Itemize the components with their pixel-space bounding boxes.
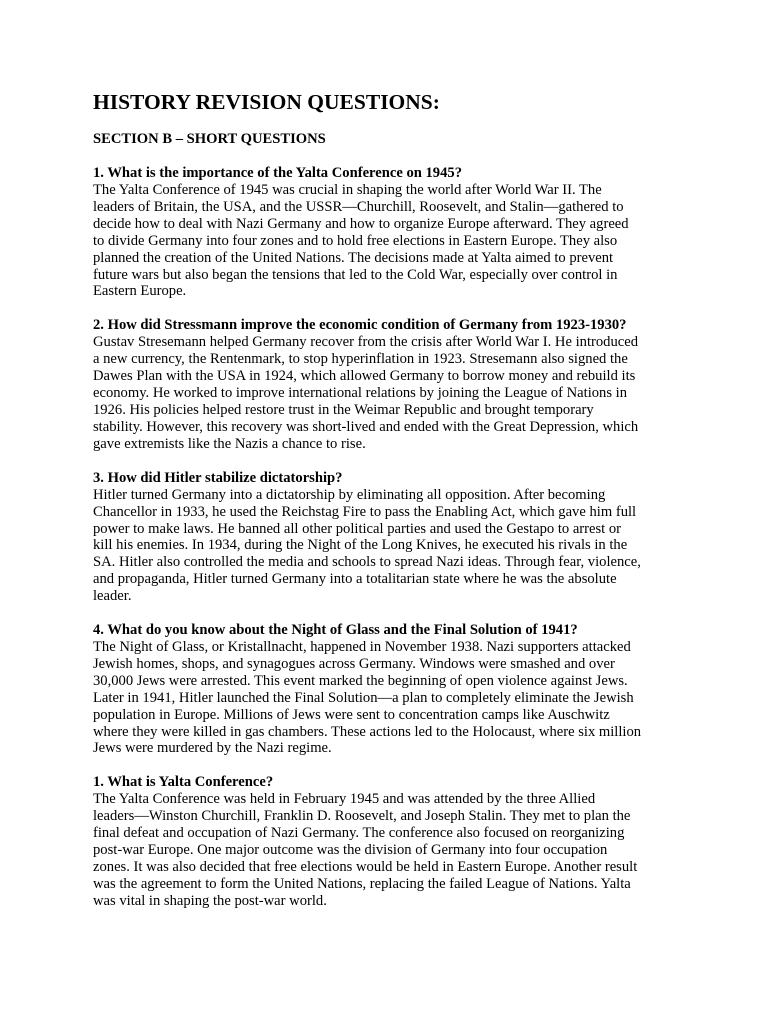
- answer-line: where they were killed in gas chambers. These actions led to the Holocaust, where six million: [93, 723, 642, 740]
- question-block: [93, 774, 693, 909]
- answer-line: The Yalta Conference of 1945 was crucial in shaping the world after World War II. The: [93, 182, 602, 198]
- answer-line: decide how to deal with Nazi Germany and how to organize Europe afterward. They agreed: [93, 215, 629, 232]
- answer-line: The Night of Glass, or Kristallnacht, happened in November 1938. Nazi supporters attacked: [93, 639, 631, 656]
- answer-line: leader.: [93, 588, 132, 605]
- document-page: [93, 88, 693, 910]
- answer-paragraph: [93, 182, 693, 300]
- answer-line: leaders of Britain, the USA, and the USSR—Churchill, Roosevelt, and Stalin—gathered to: [93, 198, 624, 215]
- answer-line: Eastern Europe.: [93, 283, 187, 300]
- answer-line: kill his enemies. In 1934, during the Night of the Long Knives, he executed his rivals in the: [93, 537, 628, 554]
- question-heading: 1. What is the importance of the Yalta Conference on 1945?: [93, 165, 462, 181]
- answer-line: future wars but also began the tensions that led to the Cold War, especially over control in: [93, 266, 618, 283]
- answer-line: planned the creation of the United Nations. The decisions made at Yalta aimed to prevent: [93, 249, 614, 266]
- document-title: HISTORY REVISION QUESTIONS:: [93, 90, 440, 114]
- answer-line: power to make laws. He banned all other political parties and used the Gestapo to arrest or: [93, 520, 622, 537]
- answer-line: Chancellor in 1933, he used the Reichstag Fire to pass the Enabling Act, which gave him full: [93, 503, 637, 520]
- answer-line: post-war Europe. One major outcome was the division of Germany into four occupation: [93, 842, 608, 859]
- answer-line: Gustav Stresemann helped Germany recover from the crisis after World War I. He introduced: [93, 334, 638, 351]
- answer-line: Dawes Plan with the USA in 1924, which allowed Germany to borrow money and rebuild its: [93, 368, 636, 385]
- question-block: [93, 317, 693, 452]
- answer-line: a new currency, the Rentenmark, to stop hyperinflation in 1923. Stresemann also signed the: [93, 351, 628, 368]
- question-heading: 2. How did Stressmann improve the economic condition of Germany from 1923-1930?: [93, 317, 627, 334]
- question-block: [93, 470, 693, 605]
- answer-line: 1926. His policies helped restore trust in the Weimar Republic and brought temporary: [93, 401, 594, 418]
- question-block: [93, 165, 693, 300]
- answer-line: final defeat and occupation of Nazi Germany. The conference also focused on reorganizing: [93, 825, 625, 842]
- answer-line: was the agreement to form the United Nations, replacing the failed League of Nations. Yalta: [93, 875, 631, 892]
- answer-paragraph: [93, 639, 693, 757]
- answer-line: The Yalta Conference was held in February 1945 and was attended by the three Allied: [93, 791, 596, 808]
- answer-line: 30,000 Jews were arrested. This event marked the beginning of open violence against Jews.: [93, 672, 628, 689]
- question-heading: 1. What is Yalta Conference?: [93, 774, 274, 791]
- answer-line: and propaganda, Hitler turned Germany into a totalitarian state where he was the absolute: [93, 571, 617, 588]
- answer-line: Jews were murdered by the Nazi regime.: [93, 740, 332, 757]
- answer-line: was vital in shaping the post-war world.: [93, 892, 327, 909]
- answer-paragraph: [93, 487, 693, 605]
- answer-paragraph: [93, 334, 693, 452]
- answer-line: to divide Germany into four zones and to hold free elections in Eastern Europe. They also: [93, 232, 618, 249]
- answer-line: Jewish homes, shops, and synagogues across Germany. Windows were smashed and over: [93, 655, 615, 672]
- question-block: [93, 622, 693, 757]
- answer-line: Hitler turned Germany into a dictatorship by eliminating all opposition. After becoming: [93, 486, 606, 503]
- answer-paragraph: [93, 791, 693, 909]
- answer-line: population in Europe. Millions of Jews were sent to concentration camps like Auschwitz: [93, 706, 610, 723]
- answer-line: Later in 1941, Hitler launched the Final Solution—a plan to completely eliminate the Jewish: [93, 689, 634, 706]
- section-heading: SECTION B – SHORT QUESTIONS: [93, 131, 326, 147]
- answer-line: economy. He worked to improve international relations by joining the League of Nations in: [93, 385, 628, 402]
- answer-line: stability. However, this recovery was short-lived and ended with the Great Depression, which: [93, 418, 639, 435]
- question-list: [93, 165, 693, 910]
- question-heading: 4. What do you know about the Night of Glass and the Final Solution of 1941?: [93, 622, 578, 639]
- answer-line: gave extremists like the Nazis a chance to rise.: [93, 435, 366, 452]
- answer-line: SA. Hitler also controlled the media and schools to spread Nazi ideas. Through fear, violence,: [93, 554, 641, 571]
- answer-line: zones. It was also decided that free elections would be held in Eastern Europe. Another result: [93, 859, 638, 875]
- question-heading: 3. How did Hitler stabilize dictatorship?: [93, 469, 343, 486]
- answer-line: leaders—Winston Churchill, Franklin D. Roosevelt, and Joseph Stalin. They met to plan the: [93, 808, 631, 825]
